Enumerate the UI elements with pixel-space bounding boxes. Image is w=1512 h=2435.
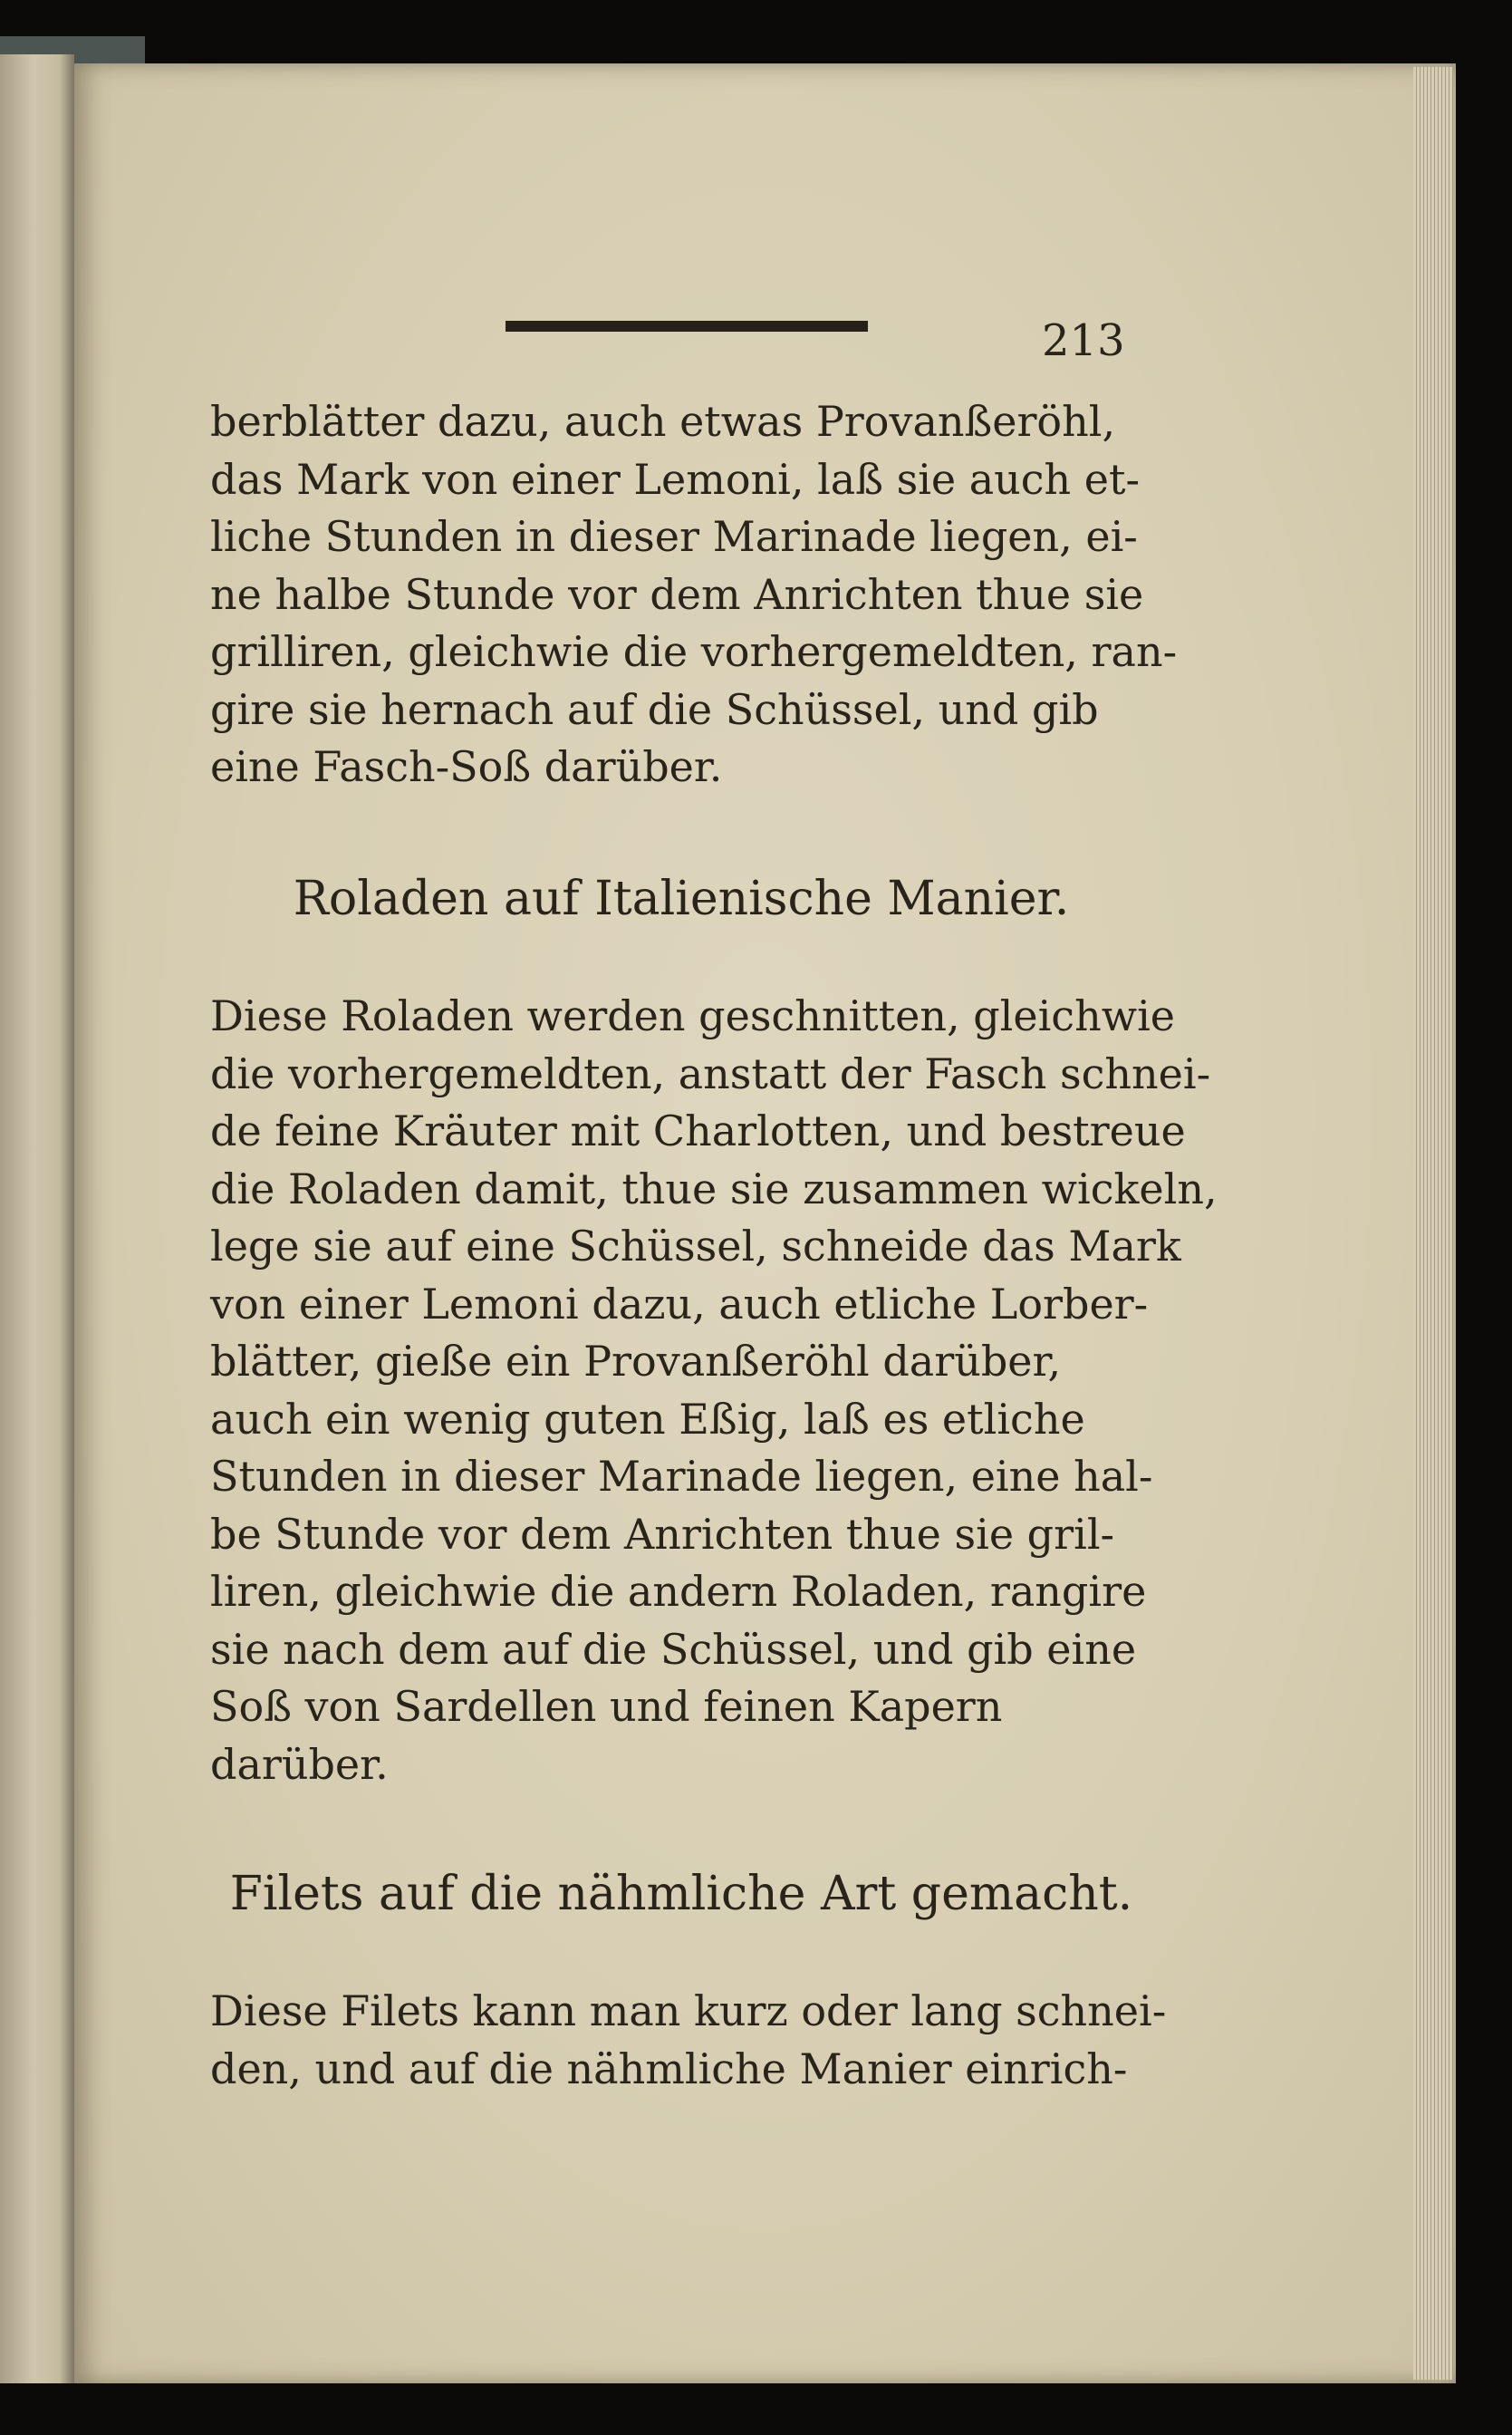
text-line: eine Fasch-Soß darüber. [210, 742, 723, 791]
page-stack-edges [1413, 67, 1453, 2380]
text-line: Stunden in dieser Marinade liegen, eine hal- [210, 1452, 1153, 1501]
text-line: grilliren, gleichwie die vorhergemeldten, ran- [210, 627, 1178, 676]
text-line: Diese Roladen werden geschnitten, gleichwie [210, 991, 1176, 1040]
recipe-heading-roladen: Roladen auf Italienische Manier. [293, 872, 1070, 926]
text-line: den, und auf die nähmliche Manier einrich- [210, 2044, 1128, 2093]
text-line: die Roladen damit, thue sie zusammen wickeln, [210, 1164, 1218, 1213]
page-number: 213 [1042, 315, 1125, 366]
recipe-paragraph-filets [210, 1983, 1167, 2098]
text-line: die vorhergemeldten, anstatt der Fasch schnei- [210, 1048, 1211, 1098]
text-line: ne halbe Stunde vor dem Anrichten thue sie [210, 569, 1144, 619]
text-line: Diese Filets kann man kurz oder lang schnei- [210, 1986, 1167, 2035]
continuation-paragraph [210, 393, 1178, 797]
text-line: das Mark von einer Lemoni, laß sie auch et- [210, 454, 1141, 504]
text-line: de feine Kräuter mit Charlotten, und bestreue [210, 1106, 1186, 1155]
text-line: liren, gleichwie die andern Roladen, rangire [210, 1567, 1147, 1616]
text-line: sie nach dem auf die Schüssel, und gib eine [210, 1624, 1137, 1674]
text-line: darüber. [210, 1739, 389, 1789]
text-line: be Stunde vor dem Anrichten thue sie gril- [210, 1509, 1115, 1559]
text-line: Soß von Sardellen und feinen Kapern [210, 1682, 1003, 1731]
text-line: liche Stunden in dieser Marinade liegen, ei- [210, 512, 1138, 561]
recipe-paragraph-roladen [210, 988, 1218, 1793]
text-line: berblätter dazu, auch etwas Provanßeröhl, [210, 397, 1116, 446]
text-line: lege sie auf eine Schüssel, schneide das Mark [210, 1222, 1181, 1271]
previous-page-edge [0, 54, 74, 2383]
text-line: blätter, gieße ein Provanßeröhl darüber, [210, 1337, 1062, 1386]
text-line: gire sie hernach auf die Schüssel, und gib [210, 684, 1099, 734]
text-line: auch ein wenig guten Eßig, laß es etliche [210, 1394, 1085, 1444]
recipe-heading-filets: Filets auf die nähmliche Art gemacht. [229, 1867, 1133, 1921]
header-rule [506, 321, 868, 332]
text-line: von einer Lemoni dazu, auch etliche Lorber- [210, 1279, 1149, 1329]
